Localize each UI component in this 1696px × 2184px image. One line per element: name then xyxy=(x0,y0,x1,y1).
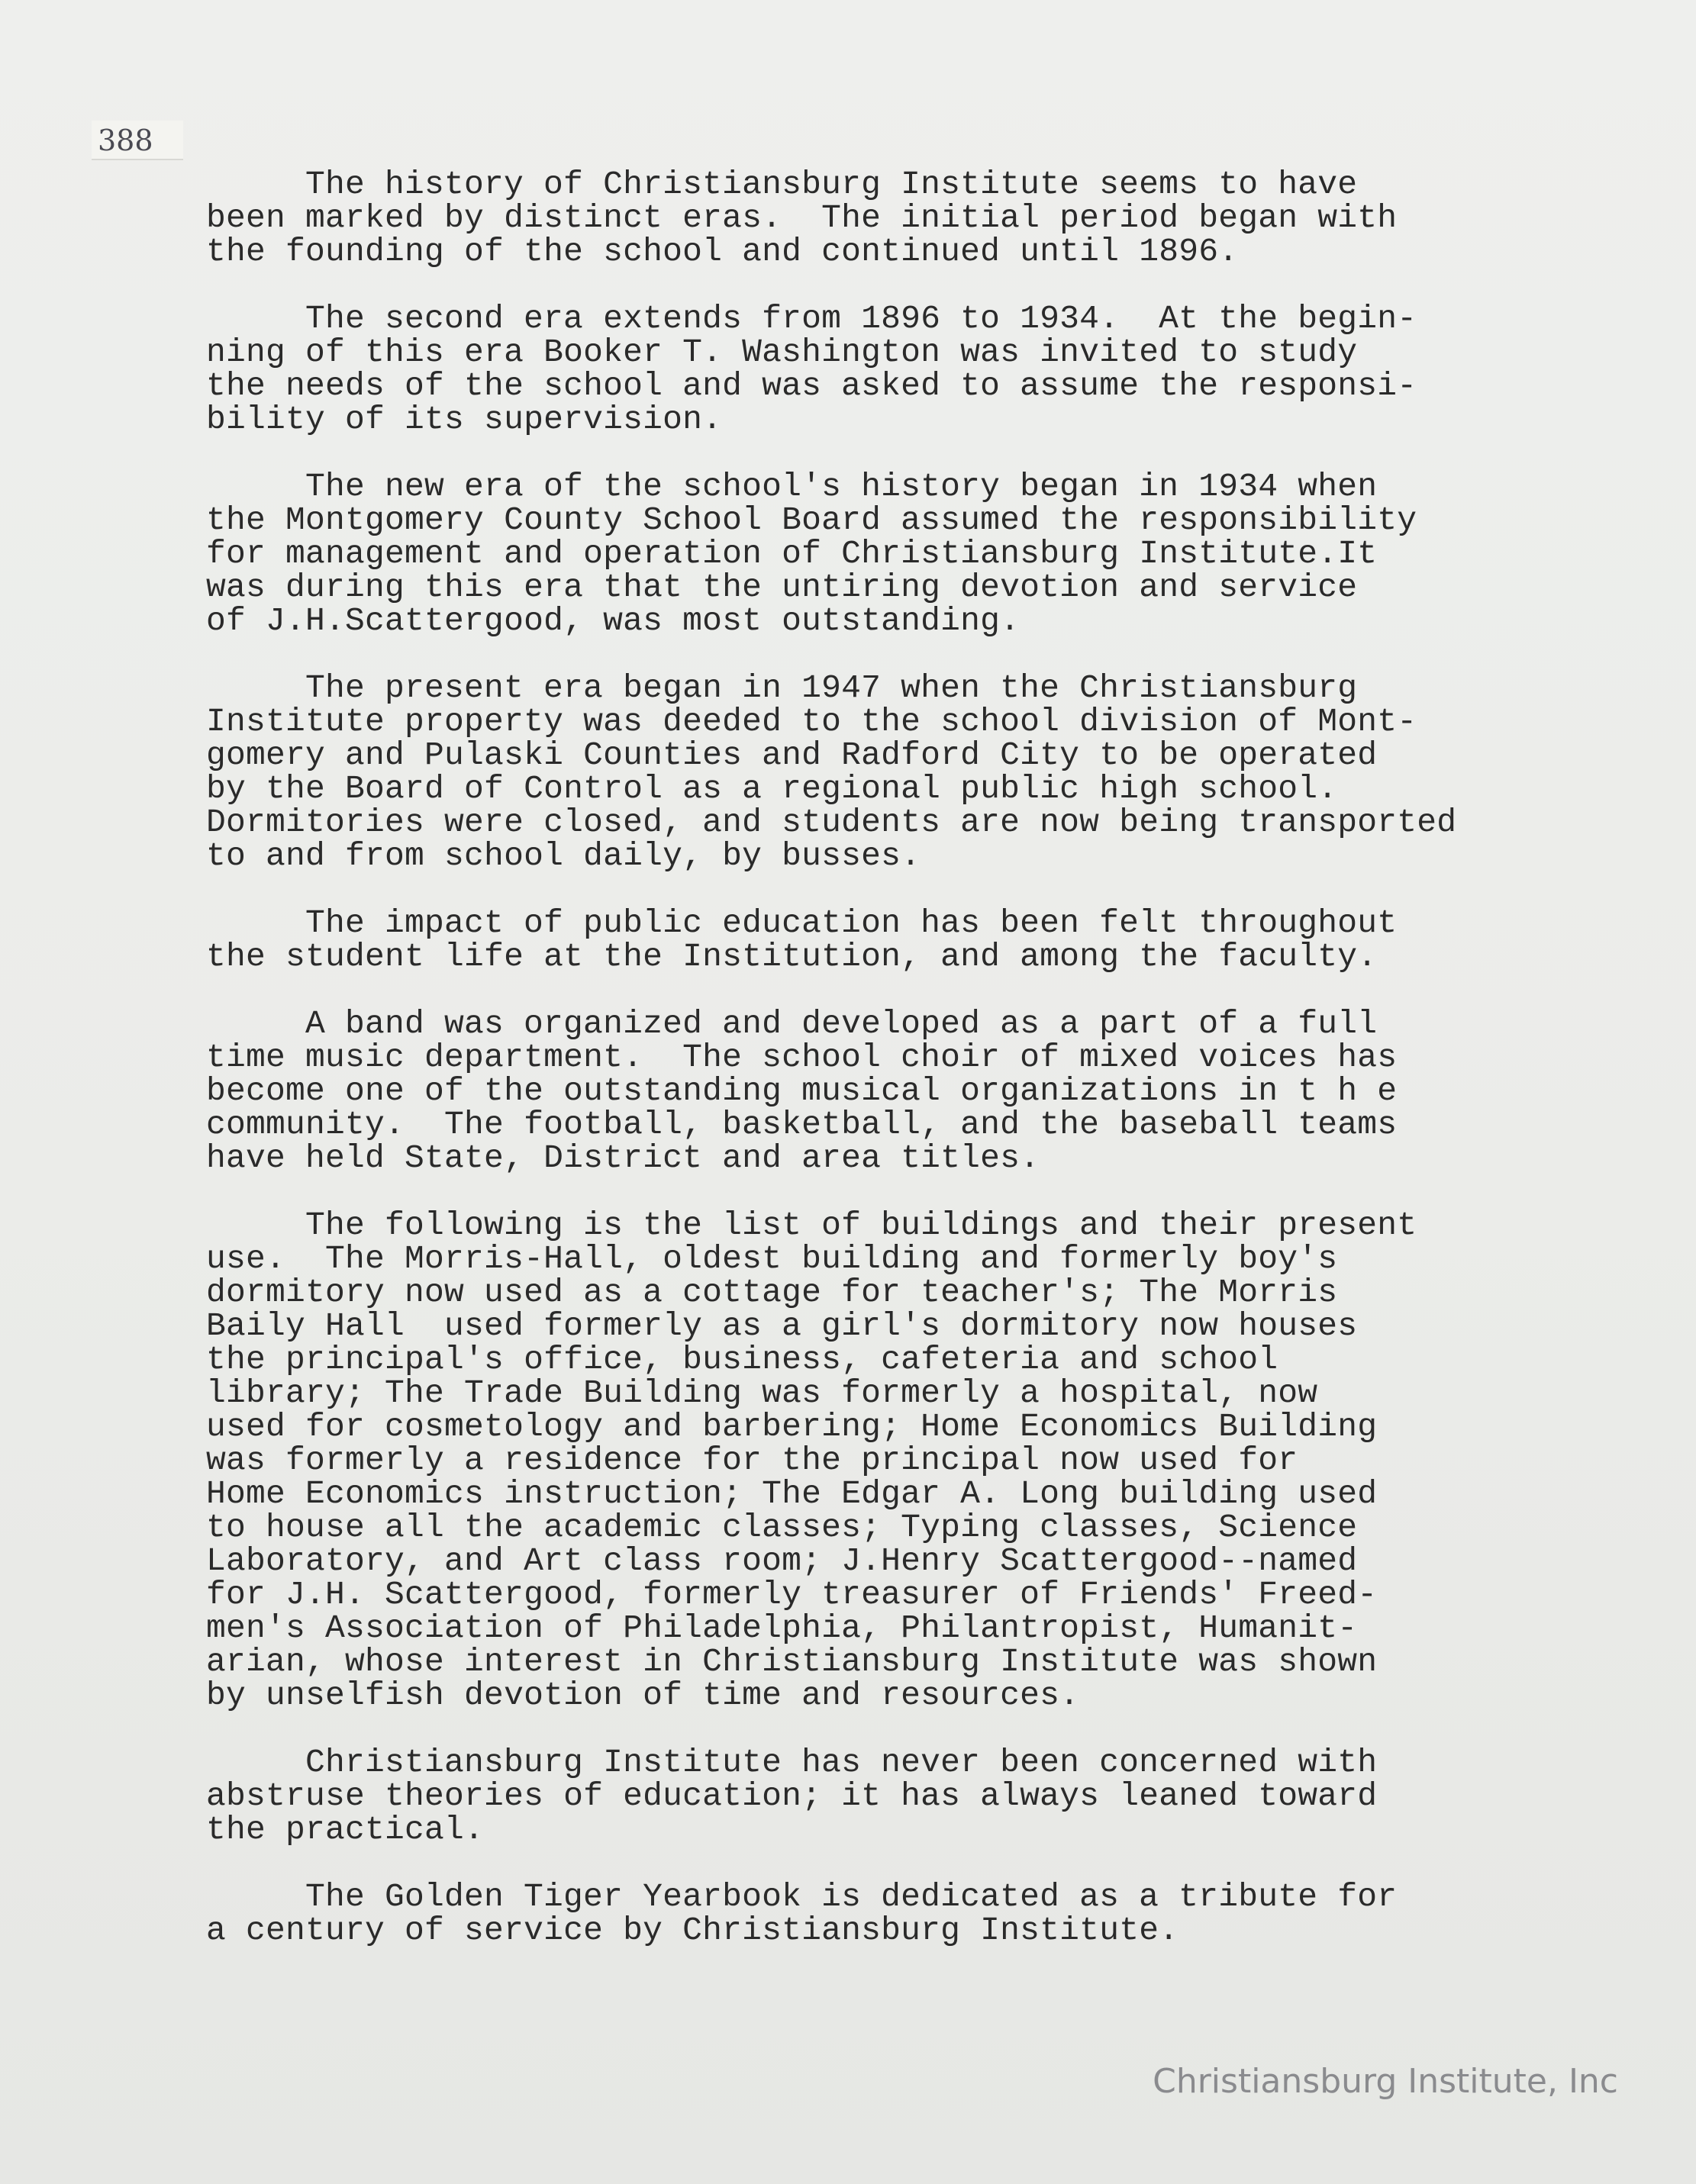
watermark: Christiansburg Institute, Inc xyxy=(1153,2062,1618,2101)
text-line: become one of the outstanding musical organizations in t h e xyxy=(206,1072,1398,1110)
text-line: used for cosmetology and barbering; Home Economics Building xyxy=(206,1408,1378,1445)
text-line: Home Economics instruction; The Edgar A. Long building used xyxy=(206,1475,1378,1512)
text-line: The present era began in 1947 when the Christiansburg xyxy=(305,669,1358,707)
text-line: was during this era that the untiring devotion and service xyxy=(206,569,1358,606)
paragraph xyxy=(206,1746,1504,1847)
text-line: abstruse theories of education; it has always leaned toward xyxy=(206,1777,1378,1815)
text-line: use. The Morris-Hall, oldest building and formerly boy's xyxy=(206,1240,1338,1277)
text-line: dormitory now used as a cottage for teacher's; The Morris xyxy=(206,1274,1338,1311)
paragraph xyxy=(206,1206,1504,1714)
text-line: Christiansburg Institute has never been concerned with xyxy=(305,1744,1378,1781)
text-line: have held State, District and area titles. xyxy=(206,1139,1040,1177)
text-line: men's Association of Philadelphia, Philantropist, Humanit- xyxy=(206,1609,1358,1647)
text-line: been marked by distinct eras. The initial period began with xyxy=(206,199,1398,237)
text-line: community. The football, basketball, and the baseball teams xyxy=(206,1106,1398,1143)
text-line: The impact of public education has been felt throughout xyxy=(305,904,1398,942)
text-line: time music department. The school choir of mixed voices has xyxy=(206,1039,1398,1076)
text-line: bility of its supervision. xyxy=(206,401,723,438)
text-line: the needs of the school and was asked to assume the responsi- xyxy=(206,367,1417,404)
text-line: The history of Christiansburg Institute seems to have xyxy=(305,166,1358,203)
text-line: for management and operation of Christiansburg Institute.It xyxy=(206,535,1378,572)
paragraph xyxy=(206,669,1504,875)
text-line: Institute property was deeded to the school division of Mont- xyxy=(206,703,1417,740)
text-line: the principal's office, business, cafeteria and school xyxy=(206,1341,1278,1378)
text-line: A band was organized and developed as a part of a full xyxy=(305,1005,1378,1042)
text-line: to and from school daily, by busses. xyxy=(206,837,921,875)
text-line: Laboratory, and Art class room; J.Henry Scattergood--named xyxy=(206,1542,1358,1580)
paragraph xyxy=(206,168,1504,269)
text-line: by unselfish devotion of time and resources. xyxy=(206,1677,1080,1714)
paragraph xyxy=(206,1007,1504,1175)
text-line: Dormitories were closed, and students are now being transported xyxy=(206,804,1457,841)
text-line: The following is the list of buildings and their present xyxy=(305,1206,1417,1244)
paragraph xyxy=(206,302,1504,436)
text-line: Baily Hall used formerly as a girl's dormitory now houses xyxy=(206,1307,1358,1345)
text-line: for J.H. Scattergood, formerly treasurer of Friends' Freed- xyxy=(206,1576,1378,1613)
text-line: The new era of the school's history began in 1934 when xyxy=(305,468,1378,505)
text-line: to house all the academic classes; Typing classes, Science xyxy=(206,1509,1358,1546)
paragraph xyxy=(206,1880,1504,1947)
text-line: was formerly a residence for the principal now used for xyxy=(206,1442,1298,1479)
text-line: a century of service by Christiansburg Institute. xyxy=(206,1912,1179,1949)
text-line: arian, whose interest in Christiansburg Institute was shown xyxy=(206,1643,1378,1680)
paragraph xyxy=(206,470,1504,638)
page-number: 388 xyxy=(92,121,183,160)
text-line: library; The Trade Building was formerly a hospital, now xyxy=(206,1374,1318,1412)
text-line: the student life at the Institution, and among the faculty. xyxy=(206,938,1378,975)
text-line: the practical. xyxy=(206,1811,485,1848)
text-line: ning of this era Booker T. Washington was invited to study xyxy=(206,333,1358,371)
text-line: of J.H.Scattergood, was most outstanding. xyxy=(206,602,1021,639)
text-line: The Golden Tiger Yearbook is dedicated as a tribute for xyxy=(305,1878,1398,1915)
text-line: gomery and Pulaski Counties and Radford City to be operated xyxy=(206,736,1378,774)
text-line: the founding of the school and continued until 1896. xyxy=(206,233,1239,270)
text-line: the Montgomery County School Board assumed the responsibility xyxy=(206,501,1417,539)
typed-text-body xyxy=(206,168,1504,1981)
paragraph xyxy=(206,904,1504,975)
text-line: by the Board of Control as a regional public high school. xyxy=(206,770,1338,807)
text-line: The second era extends from 1896 to 1934. At the begin- xyxy=(305,300,1417,337)
